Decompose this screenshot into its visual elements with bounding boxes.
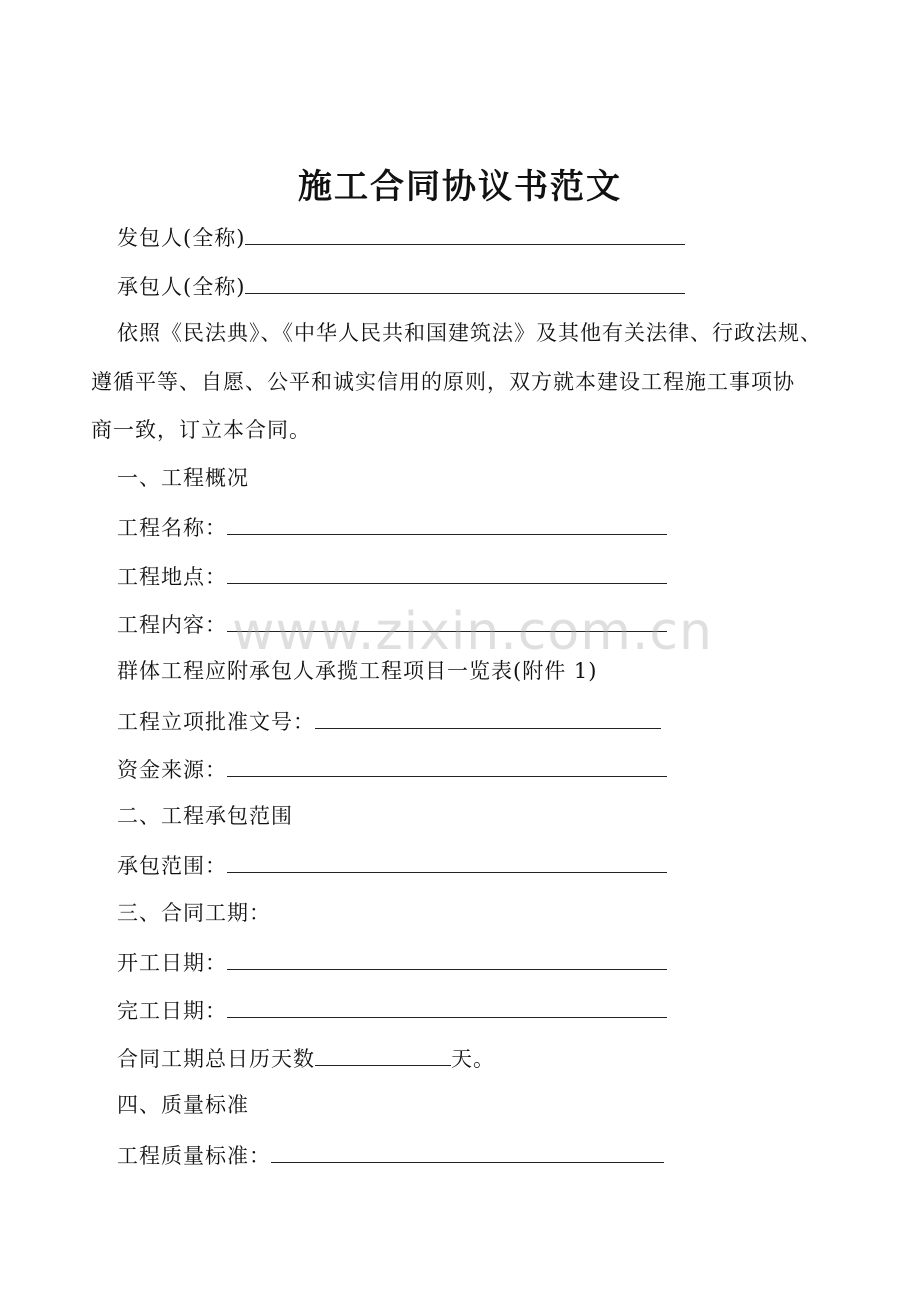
project-name-line bbox=[117, 512, 667, 542]
quality-standard-line bbox=[117, 1140, 664, 1170]
project-location-line bbox=[117, 561, 667, 591]
finish-date-line bbox=[117, 995, 667, 1025]
group-project-note: 群体工程应附承包人承揽工程项目一览表(附件 1) bbox=[117, 659, 598, 683]
site-watermark: www.zixin.com.cn bbox=[232, 602, 713, 662]
total-days-blank[interactable] bbox=[315, 1043, 451, 1066]
scope-label: 承包范围： bbox=[117, 854, 227, 878]
section-1-heading: 一、工程概况 bbox=[117, 466, 249, 490]
scope-line bbox=[117, 850, 667, 880]
section-3-heading: 三、合同工期： bbox=[117, 901, 271, 925]
section-4-heading: 四、质量标准 bbox=[117, 1093, 249, 1117]
approval-number-blank[interactable] bbox=[315, 706, 661, 729]
start-date-label: 开工日期： bbox=[117, 951, 227, 975]
document-title: 施工合同协议书范文 bbox=[298, 167, 622, 207]
preamble-line-1: 依照《民法典》、《中华人民共和国建筑法》及其他有关法律、行政法规、 bbox=[117, 321, 822, 345]
contractor-blank[interactable] bbox=[245, 271, 685, 294]
section-2-heading: 二、工程承包范围 bbox=[117, 804, 293, 828]
preamble-line-2: 遵循平等、自愿、公平和诚实信用的原则，双方就本建设工程施工事项协 bbox=[91, 370, 795, 394]
quality-standard-blank[interactable] bbox=[271, 1140, 664, 1163]
funding-source-blank[interactable] bbox=[227, 754, 667, 777]
project-location-blank[interactable] bbox=[227, 561, 667, 584]
project-content-label: 工程内容： bbox=[117, 613, 227, 637]
employer-line bbox=[117, 222, 685, 252]
contractor-label: 承包人(全称) bbox=[117, 275, 246, 299]
contractor-line bbox=[117, 271, 685, 301]
employer-label: 发包人(全称) bbox=[117, 226, 246, 250]
total-days-prefix: 合同工期总日历天数 bbox=[117, 1047, 315, 1071]
finish-date-label: 完工日期： bbox=[117, 999, 227, 1023]
start-date-blank[interactable] bbox=[227, 947, 667, 970]
start-date-line bbox=[117, 947, 667, 977]
project-name-label: 工程名称： bbox=[117, 516, 227, 540]
total-days-line bbox=[117, 1043, 495, 1073]
project-name-blank[interactable] bbox=[227, 512, 667, 535]
funding-source-line bbox=[117, 754, 667, 784]
employer-blank[interactable] bbox=[245, 222, 685, 245]
finish-date-blank[interactable] bbox=[227, 995, 667, 1018]
funding-source-label: 资金来源： bbox=[117, 758, 227, 782]
quality-standard-label: 工程质量标准： bbox=[117, 1144, 271, 1168]
total-days-suffix: 天。 bbox=[451, 1047, 495, 1071]
approval-number-line bbox=[117, 706, 661, 736]
project-location-label: 工程地点： bbox=[117, 565, 227, 589]
approval-number-label: 工程立项批准文号： bbox=[117, 710, 315, 734]
preamble-line-3: 商一致，订立本合同。 bbox=[91, 418, 311, 442]
scope-blank[interactable] bbox=[227, 850, 667, 873]
